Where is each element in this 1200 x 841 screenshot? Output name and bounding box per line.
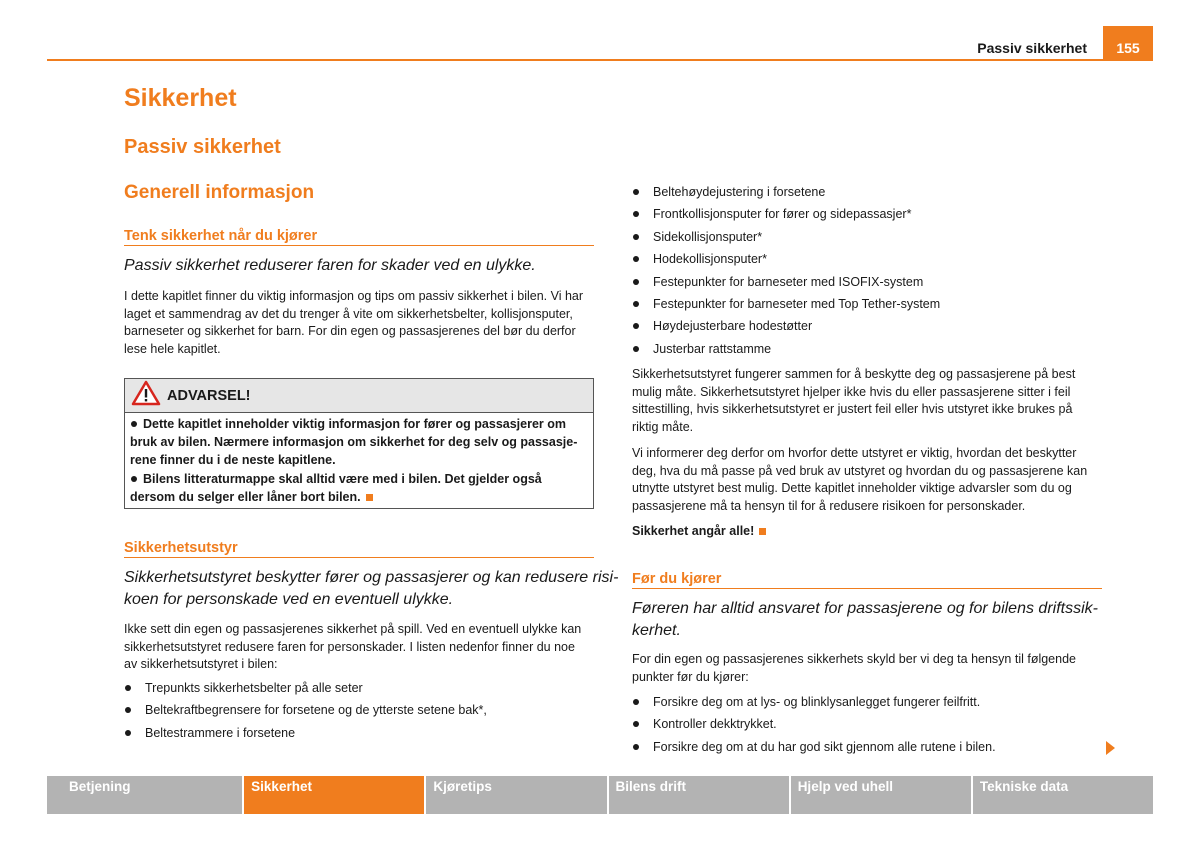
end-mark [759, 528, 766, 535]
list-item: Høydejusterbare hodestøtter [632, 315, 940, 337]
lead-tenk-sikkerhet: Passiv sikkerhet reduserer faren for skader ved en ulykke. [124, 257, 536, 274]
equipment-list-left [124, 677, 487, 744]
text-line: laget et sammendrag av det du trenger å vite om sikkerhetsbelter, kollisjonsputer, [124, 306, 573, 321]
chapter-subtitle: Passiv sikkerhet [124, 136, 281, 158]
paragraph-samarbeid [632, 366, 1112, 436]
lead-sikkerhetsutstyr [124, 567, 618, 611]
text-line: bruk av bilen. Nærmere informasjon om sikkerhet for deg selv og passasje- [130, 434, 578, 449]
warning-title: ADVARSEL! [167, 387, 251, 404]
header-rule [47, 59, 1153, 61]
text-line: dersom du selger eller låner bort bilen. [130, 490, 361, 505]
list-item: Trepunkts sikkerhetsbelter på alle seter [124, 677, 487, 699]
text-line: Dette kapitlet inneholder viktig informasjon for fører og passasjerer om [143, 417, 567, 431]
text-line: Vi informerer deg derfor om hvorfor dette utstyret er viktig, hvordan det beskytter [632, 446, 1077, 460]
text-line: utnytte utstyret best mulig. Dette kapitlet inneholder viktige advarsler som du og [632, 481, 1072, 495]
text-line: deg, hva du må passe på ved bruk av utstyret og hvordan du og passasjerene kan [632, 463, 1088, 478]
text-line: barneseter og sikkerhet for barn. For din egen og passasjerenes del bør du derfor [124, 324, 576, 338]
warning-box [124, 378, 594, 509]
subheading-for-du-kjorer: Før du kjører [632, 571, 1102, 589]
nav-tab-betjening[interactable]: Betjening [47, 776, 242, 814]
end-mark [366, 494, 373, 501]
nav-tab-sikkerhet[interactable]: Sikkerhet [244, 776, 424, 814]
list-item: Frontkollisjonsputer for fører og sidepassasjer* [632, 203, 940, 225]
paragraph-tenk-sikkerhet [124, 288, 604, 358]
list-item: Forsikre deg om at lys- og blinklysanlegget fungerer feilfritt. [632, 691, 996, 713]
list-item: Beltehøydejustering i forsetene [632, 181, 940, 203]
bold-note [632, 523, 766, 541]
list-item: Beltekraftbegrensere for forsetene og de ytterste setene bak*, [124, 699, 487, 721]
header-section-title: Passiv sikkerhet [977, 40, 1087, 56]
chapter-nav [47, 776, 1153, 814]
paragraph-for-du-kjorer [632, 651, 1112, 686]
section-heading: Generell informasjon [124, 182, 315, 203]
warning-item [130, 416, 588, 469]
nav-tab-tekniske-data[interactable]: Tekniske data [973, 776, 1153, 814]
nav-tab-kjoretips[interactable]: Kjøretips [426, 776, 606, 814]
next-page-arrow-icon[interactable] [1106, 741, 1115, 755]
warning-triangle-icon [131, 380, 161, 411]
warning-body [125, 413, 593, 507]
warning-item [130, 471, 588, 507]
text-line: riktig måte. [632, 419, 694, 434]
text-line: passasjerene må ta hensyn til for å redusere risikoen for personskader. [632, 498, 1026, 513]
text-line: Føreren har alltid ansvaret for passasjerene og for bilens driftssik- [632, 600, 1098, 617]
subheading-sikkerhetsutstyr: Sikkerhetsutstyr [124, 540, 594, 558]
text-line: Sikkerhetsutstyret fungerer sammen for å beskytte deg og passasjerene på best [632, 367, 1076, 381]
list-item: Sidekollisjonsputer* [632, 226, 940, 248]
nav-tab-bilens-drift[interactable]: Bilens drift [609, 776, 789, 814]
text-line: rene finner du i de neste kapitlene. [130, 452, 336, 467]
text-line: Bilens litteraturmappe skal alltid være med i bilen. Det gjelder også [143, 472, 542, 487]
list-item: Hodekollisjonsputer* [632, 248, 940, 270]
text-line: Ikke sett din egen og passasjerenes sikkerhet på spill. Ved en eventuell ulykke kan [124, 622, 582, 636]
lead-for-du-kjorer [632, 598, 1098, 642]
text-line: I dette kapitlet finner du viktig informasjon og tips om passiv sikkerhet i bilen. Vi har [124, 289, 584, 303]
nav-tab-hjelp-ved-uhell[interactable]: Hjelp ved uhell [791, 776, 971, 814]
warning-header [125, 379, 593, 413]
text-line: sittestilling, hvis sikkerhetsutstyret er justert feil eller hvis utstyret ikke brukes på [632, 402, 1073, 416]
text-line: Sikkerhetsutstyret beskytter fører og passasjerer og kan redusere risi- [124, 569, 619, 586]
bold-note-text: Sikkerhet angår alle! [632, 524, 755, 538]
text-line: av sikkerhetsutstyret i bilen: [124, 657, 278, 671]
text-line: koen for personskade ved en eventuell ulykke. [124, 591, 454, 608]
page-number-box [1103, 26, 1153, 60]
list-item: Justerbar rattstamme [632, 338, 940, 360]
text-line: punkter før du kjører: [632, 669, 749, 684]
paragraph-sikkerhetsutstyr [124, 621, 604, 674]
text-line: mulig måte. Sikkerhetsutstyret hjelper ikke hvis du eller passasjerene sitter i feil [632, 384, 1071, 399]
list-item: Festepunkter for barneseter med ISOFIX-system [632, 271, 940, 293]
subheading-tenk-sikkerhet: Tenk sikkerhet når du kjører [124, 228, 594, 246]
list-item: Festepunkter for barneseter med Top Tether-system [632, 293, 940, 315]
paragraph-informasjon [632, 445, 1112, 515]
equipment-list-right [632, 181, 940, 360]
text-line: For din egen og passasjerenes sikkerhets skyld ber vi deg ta hensyn til følgende [632, 652, 1076, 666]
page-number: 155 [1116, 40, 1140, 56]
checklist-before-driving [632, 691, 996, 758]
text-line: sikkerhetsutstyret redusere faren for personskader. I listen nedenfor finner du noe [124, 639, 575, 654]
chapter-title: Sikkerhet [124, 84, 237, 112]
text-line: kerhet. [632, 622, 681, 639]
list-item: Kontroller dekktrykket. [632, 713, 996, 735]
text-line: lese hele kapitlet. [124, 341, 221, 356]
list-item: Forsikre deg om at du har god sikt gjennom alle rutene i bilen. [632, 736, 996, 758]
list-item: Beltestrammere i forsetene [124, 722, 487, 744]
